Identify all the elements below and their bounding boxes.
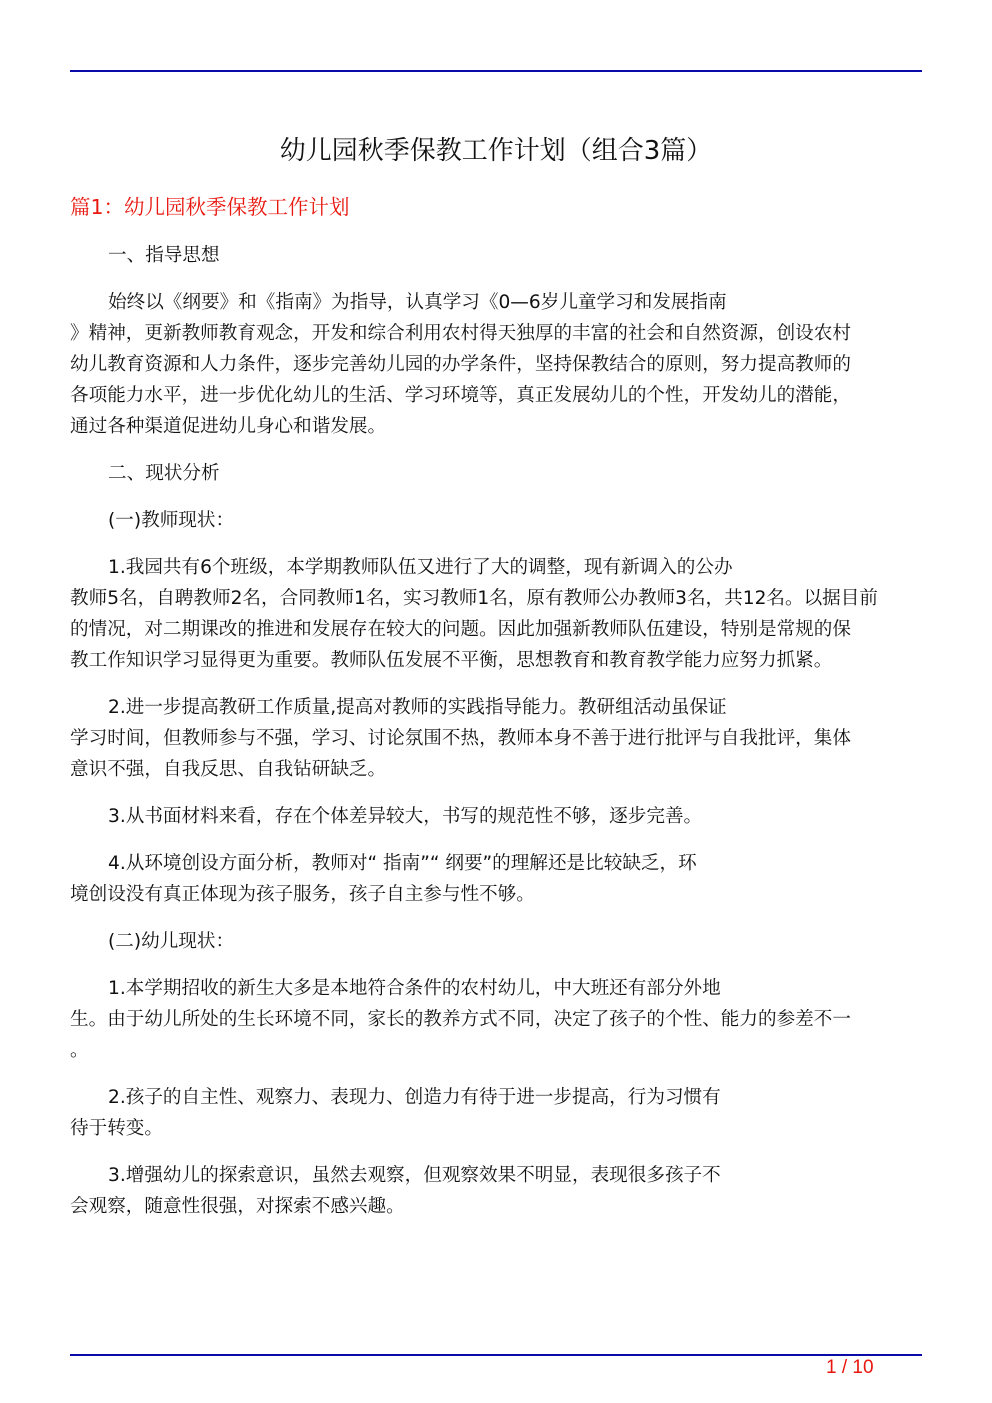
- paragraph-line: 学习时间，但教师参与不强，学习、讨论氛围不热，教师本身不善于进行批评与自我批评，集体: [70, 728, 851, 749]
- paragraph: [70, 505, 930, 536]
- paragraph-line: 境创设没有真正体现为孩子服务，孩子自主参与性不够。: [70, 884, 535, 905]
- paragraph-line: 始终以《纲要》和《指南》为指导，认真学习《0—6岁儿童学习和发展指南: [108, 292, 727, 313]
- paragraph: [70, 692, 930, 785]
- header-rule: [70, 70, 922, 72]
- paragraph-line: 3.增强幼儿的探索意识，虽然去观察，但观察效果不明显，表现很多孩子不: [108, 1165, 721, 1186]
- paragraph-line: 》精神，更新教师教育观念，开发和综合利用农村得天独厚的丰富的社会和自然资源，创设农村: [70, 323, 851, 344]
- paragraph-line: 的情况，对二期课改的推进和发展存在较大的问题。因此加强新教师队伍建设，特别是常规的保: [70, 619, 851, 640]
- paragraph: [70, 926, 930, 957]
- paragraph-line: 2.孩子的自主性、观察力、表现力、创造力有待于进一步提高，行为习惯有: [108, 1087, 721, 1108]
- paragraph-line: 一、指导思想: [108, 245, 220, 266]
- document-title: 幼儿园秋季保教工作计划（组合3篇）: [279, 136, 713, 166]
- paragraph-line: 二、现状分析: [108, 463, 220, 484]
- paragraph: [70, 458, 930, 489]
- paragraph-line: (二)幼儿现状：: [108, 931, 235, 952]
- paragraph-line: 各项能力水平，进一步优化幼儿的生活、学习环境等，真正发展幼儿的个性，开发幼儿的潜能，: [70, 385, 851, 406]
- paragraph: [70, 1160, 930, 1222]
- paragraph: [70, 552, 930, 676]
- paragraph-line: 1.本学期招收的新生大多是本地符合条件的农村幼儿，中大班还有部分外地: [108, 978, 721, 999]
- paragraph: [70, 801, 930, 832]
- paragraph-line: 待于转变。: [70, 1118, 163, 1139]
- paragraph-line: 2.进一步提高教研工作质量,提高对教师的实践指导能力。教研组活动虽保证: [108, 697, 727, 718]
- paragraph-line: 。: [70, 1040, 89, 1061]
- paragraph-line: 1.我园共有6个班级，本学期教师队伍又进行了大的调整，现有新调入的公办: [108, 557, 733, 578]
- paragraph-line: 生。由于幼儿所处的生长环境不同，家长的教养方式不同，决定了孩子的个性、能力的参差不一: [70, 1009, 851, 1030]
- paragraph: [70, 848, 930, 910]
- paragraph-line: 意识不强，自我反思、自我钻研缺乏。: [70, 759, 387, 780]
- paragraph: [70, 240, 930, 271]
- paragraph: [70, 973, 930, 1066]
- paragraph-line: 幼儿教育资源和人力条件，逐步完善幼儿园的办学条件，坚持保教结合的原则，努力提高教师的: [70, 354, 851, 375]
- paragraph-line: (一)教师现状：: [108, 510, 235, 531]
- paragraph-line: 3.从书面材料来看，存在个体差异较大，书写的规范性不够，逐步完善。: [108, 806, 703, 827]
- paragraph-line: 通过各种渠道促进幼儿身心和谐发展。: [70, 416, 387, 437]
- paragraph-line: 4.从环境创设方面分析，教师对“ 指南”“ 纲要”的理解还是比较缺乏，环: [108, 853, 697, 874]
- paragraph-line: 会观察，随意性很强，对探索不感兴趣。: [70, 1196, 405, 1217]
- paragraph-line: 教工作知识学习显得更为重要。教师队伍发展不平衡，思想教育和教育教学能力应努力抓紧。: [70, 650, 833, 671]
- section-heading: 篇1：幼儿园秋季保教工作计划: [70, 195, 350, 219]
- paragraph: [70, 287, 930, 442]
- paragraph: [70, 1082, 930, 1144]
- paragraph-line: 教师5名，自聘教师2名，合同教师1名，实习教师1名，原有教师公办教师3名，共12名。以据目前: [70, 588, 878, 609]
- page-number: 1 / 10: [826, 1357, 874, 1378]
- document-body: [70, 240, 930, 1238]
- footer-rule: [70, 1354, 922, 1356]
